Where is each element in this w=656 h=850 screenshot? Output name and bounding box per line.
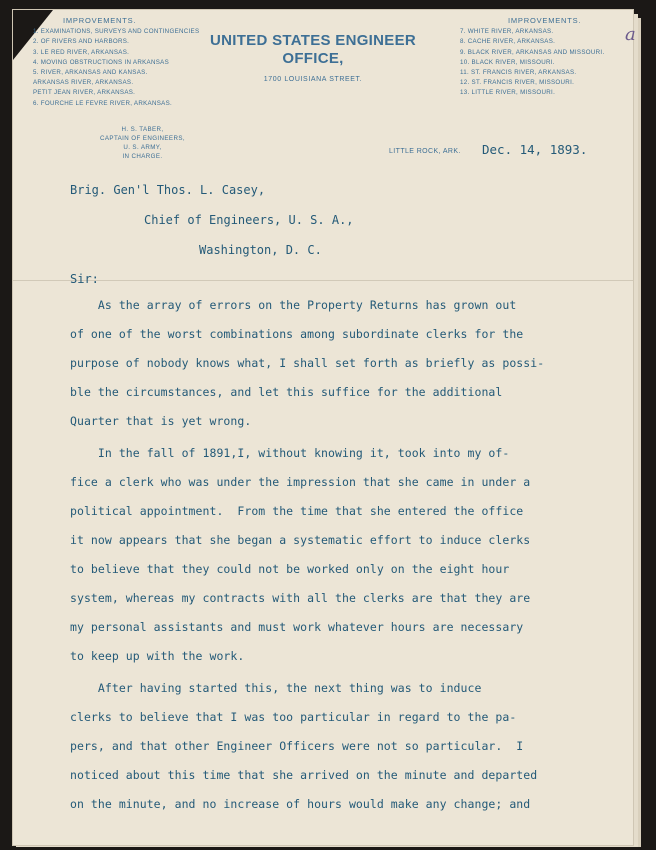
handwritten-corner-mark: a — [625, 24, 636, 45]
list-item: 12. ST. FRANCIS RIVER, MISSOURI. — [460, 79, 575, 87]
list-item: ARKANSAS RIVER, ARKANSAS. — [33, 79, 134, 87]
officer-line: H. S. TABER, — [121, 126, 164, 133]
officer-line: IN CHARGE. — [122, 153, 163, 160]
body-line: fice a clerk who was under the impression that she came in under a — [70, 475, 531, 489]
list-item: 13. LITTLE RIVER, MISSOURI. — [460, 89, 556, 97]
body-line: pers, and that other Engineer Officers were not so particular. I — [70, 739, 524, 753]
letterhead-title-line2: OFFICE, — [282, 50, 344, 67]
recipient-location: Washington, D. C. — [199, 243, 322, 257]
letterhead-title — [173, 32, 453, 68]
right-improvements-heading: IMPROVEMENTS. — [508, 16, 582, 25]
letterhead-place: LITTLE ROCK, ARK. — [389, 148, 461, 155]
list-item: 7. WHITE RIVER, ARKANSAS. — [460, 28, 554, 36]
body-line: political appointment. From the time that she entered the office — [70, 504, 524, 518]
list-item: 10. BLACK RIVER, MISSOURI. — [460, 58, 555, 66]
body-line: system, whereas my contracts with all the clerks are that they are — [70, 591, 531, 605]
list-item: 8. CACHE RIVER, ARKANSAS. — [460, 38, 556, 46]
list-item: 1. EXAMINATIONS, SURVEYS AND CONTINGENCIES — [33, 28, 200, 36]
list-item: 4. MOVING OBSTRUCTIONS IN ARKANSAS — [33, 58, 170, 66]
right-improvements-list — [460, 16, 604, 99]
salutation: Sir: — [70, 272, 99, 286]
officer-line: U. S. ARMY, — [123, 144, 162, 151]
officer-line: CAPTAIN OF ENGINEERS, — [100, 135, 185, 142]
letter-date: Dec. 14, 1893. — [482, 142, 588, 157]
body-line: on the minute, and no increase of hours would make any change; and — [70, 797, 531, 811]
letter-page — [13, 10, 636, 845]
body-line: As the array of errors on the Property Returns has grown out — [70, 298, 517, 312]
fold-crease — [13, 280, 633, 281]
list-item: 6. FOURCHE LE FEVRE RIVER, ARKANSAS. — [33, 99, 173, 107]
body-line: it now appears that she began a systematic effort to induce clerks — [70, 533, 531, 547]
body-line: of one of the worst combinations among subordinate clerks for the — [70, 327, 524, 341]
body-line: purpose of nobody knows what, I shall set forth as briefly as possi- — [70, 356, 545, 370]
recipient-name: Brig. Gen'l Thos. L. Casey, — [70, 183, 266, 197]
list-item: PETIT JEAN RIVER, ARKANSAS. — [33, 89, 136, 97]
body-line: In the fall of 1891,I, without knowing it, took into my of- — [70, 446, 510, 460]
officer-block — [85, 125, 200, 161]
body-line: my personal assistants and must work whatever hours are necessary — [70, 620, 524, 634]
list-item: 3. LE RED RIVER, ARKANSAS. — [33, 48, 130, 56]
list-item: 2. OF RIVERS AND HARBORS. — [33, 38, 130, 46]
body-line: ble the circumstances, and let this suffice for the additional — [70, 385, 503, 399]
list-item: 9. BLACK RIVER, ARKANSAS AND MISSOURI. — [460, 48, 605, 56]
body-line: noticed about this time that she arrived on the minute and departed — [70, 768, 538, 782]
body-line: After having started this, the next thing was to induce — [70, 681, 482, 695]
body-line: to believe that they could not be worked only on the eight hour — [70, 562, 510, 576]
letterhead-street: 1700 LOUISIANA STREET. — [263, 76, 363, 83]
letterhead-title-line1: UNITED STATES ENGINEER — [209, 32, 417, 49]
left-improvements-heading: IMPROVEMENTS. — [63, 16, 137, 25]
body-line: clerks to believe that I was too particular in regard to the pa- — [70, 710, 517, 724]
body-line: to keep up with the work. — [70, 649, 245, 663]
body-line: Quarter that is yet wrong. — [70, 414, 252, 428]
list-item: 5. RIVER, ARKANSAS AND KANSAS. — [33, 69, 148, 77]
list-item: 11. ST. FRANCIS RIVER, ARKANSAS. — [460, 69, 577, 77]
recipient-title: Chief of Engineers, U. S. A., — [144, 213, 354, 227]
